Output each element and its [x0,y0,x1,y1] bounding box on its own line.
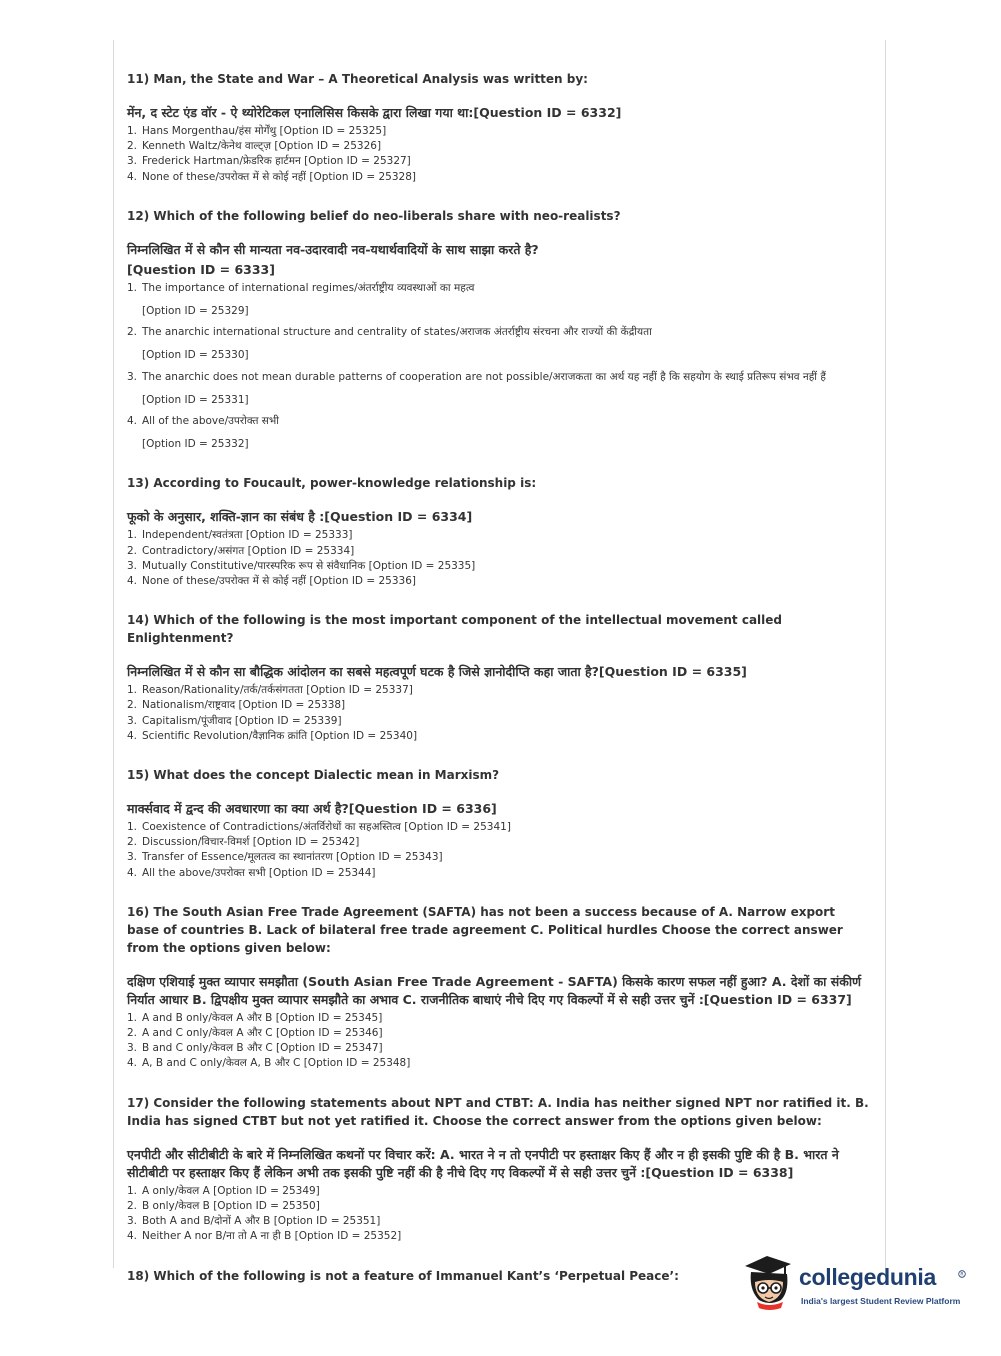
option-text: Reason/Rationality/तर्क/तर्कसंगतता [Option ID = 25337] [142,684,413,697]
option-body [142,835,359,850]
option-number: 1. [127,1184,138,1197]
option-body [142,528,352,543]
question-list [127,70,869,1307]
option-item [127,1026,869,1041]
option-text: Independent/स्वतंत्रता [Option ID = 25333] [142,529,353,542]
option-text: A only/केवल A [Option ID = 25349] [142,1184,320,1197]
option-body [142,370,826,408]
option-list [127,1011,869,1072]
option-item [127,139,869,154]
option-body [142,1229,401,1244]
option-body [142,850,443,865]
option-text: B and C only/केवल B और C [Option ID = 25347] [142,1042,383,1055]
option-text: Kenneth Waltz/केनेथ वाल्ट्ज़ [Option ID = 25326] [142,140,382,153]
option-item [127,1041,869,1056]
option-item [127,170,869,185]
option-list [127,124,869,185]
question-text-english: 18) Which of the following is not a feature of Immanuel Kant’s ‘Perpetual Peace’: [127,1268,679,1283]
option-body [142,544,354,559]
option-list [127,281,869,453]
option-body [142,1026,383,1041]
option-text: Scientific Revolution/वैज्ञानिक क्रांति [Option ID = 25340] [142,729,418,742]
option-number: 2. [127,1027,138,1040]
option-text: Contradictory/असंगत [Option ID = 25334] [142,544,355,557]
option-body [142,1214,380,1229]
question-block [127,474,869,589]
option-number: 4. [127,170,138,183]
question-text-english: 12) Which of the following belief do neo-liberals share with neo-realists? [127,208,621,223]
option-number: 1. [127,529,138,542]
option-number: 3. [127,1042,138,1055]
option-body [142,559,475,574]
question-text-hindi: फूको के अनुसार, शक्ति-ज्ञान का संबंध है :[Question ID = 6334] [127,509,473,525]
option-number: 2. [127,326,138,339]
question-text-hindi: मेंन, द स्टेट एंड वॉर - ऐ थ्योरेटिकल एनालिसिस किसके द्वारा लिखा गया था:[Question ID = 6332] [127,105,622,120]
option-number: 2. [127,140,138,153]
option-item [127,850,869,865]
option-body [142,414,279,452]
logo-brand-text: collegedunia [799,1264,936,1290]
question-text-hindi: मार्क्सवाद में द्वन्द की अवधारणा का क्या अर्थ है?[Question ID = 6336] [127,801,497,817]
option-id: [Option ID = 25330] [142,349,249,362]
option-text: Transfer of Essence/मूलतत्व का स्थानांतरण [Option ID = 25343] [142,851,443,864]
option-number: 4. [127,866,138,879]
option-item [127,281,869,319]
option-number: 3. [127,559,138,572]
option-number: 1. [127,1011,138,1024]
option-text: None of these/उपरोक्त में से कोई नहीं [Option ID = 25328] [142,170,416,183]
option-item [127,414,869,452]
option-body [142,1011,382,1026]
option-text: All of the above/उपरोक्त सभी [142,415,279,428]
option-body [142,866,376,881]
option-item [127,544,869,559]
option-text: Capitalism/पूंजीवाद [Option ID = 25339] [142,714,342,727]
option-item [127,528,869,543]
option-item [127,574,869,589]
option-body [142,281,474,319]
option-number: 2. [127,699,138,712]
option-list [127,1184,869,1245]
left-margin-line [113,40,114,1268]
option-body [142,698,345,713]
option-id: [Option ID = 25329] [142,305,249,318]
option-text: Hans Morgenthau/हंस मोर्गेंथु [Option ID = 25325] [142,125,387,137]
option-body [142,124,386,139]
option-body [142,683,413,698]
registered-mark-icon [958,1270,966,1278]
option-id: [Option ID = 25332] [142,438,249,451]
question-text-hindi: निम्नलिखित में से कौन सी मान्यता नव-उदारवादी नव-यथार्थवादियों के साथ साझा करते है? [127,241,539,257]
option-item [127,683,869,698]
option-number: 1. [127,821,138,834]
option-text: All the above/उपरोक्त सभी [Option ID = 25344] [142,866,376,879]
option-list [127,528,869,589]
option-item [127,559,869,574]
option-text: Discussion/विचार-विमर्श [Option ID = 25342] [142,836,360,849]
option-item [127,866,869,881]
option-body [142,820,511,835]
option-text: Frederick Hartman/फ्रेडरिक हार्टमन [Option ID = 25327] [142,155,411,168]
option-item [127,698,869,713]
option-item [127,714,869,729]
option-text: Both A and B/दोनों A और B [Option ID = 25351] [142,1215,381,1228]
option-item [127,1199,869,1214]
question-id: [Question ID = 6333] [127,261,275,277]
option-item [127,729,869,744]
option-body [142,1041,383,1056]
option-text: Neither A nor B/ना तो A ना ही B [Option ID = 25352] [142,1230,402,1243]
option-number: 2. [127,1199,138,1212]
option-item [127,124,869,139]
option-text: None of these/उपरोक्त में से कोई नहीं [Option ID = 25336] [142,575,416,588]
option-text: The anarchic international structure and centrality of states/अराजक अंतर्राष्ट्रीय संरचना और राज्यों की केंद्रीयता [142,326,652,339]
option-body [142,1199,320,1214]
question-text-english: 17) Consider the following statements about NPT and CTBT: A. India has neither signed NPT nor ratified it. B. India has signed CTBT but not yet ratified it. Choose the correct answer from the options given below: [127,1095,869,1128]
option-number: 3. [127,370,138,383]
question-text-english: 15) What does the concept Dialectic mean in Marxism? [127,768,500,783]
question-text-hindi: एनपीटी और सीटीबीटी के बारे में निम्नलिखित कथनों पर विचार करें: A. भारत ने न तो एनपीटी पर हस्ताक्षर किए हैं और न ही इसकी पुष्टि की है B. भारत ने सीटीबीटी पर हस्ताक्षर किए हैं लेकिन अभी तक इसकी पुष्टि नहीं की है नीचे दिए गए विकल्पों में से सही उत्तर चुनें :[Question ID = 6338] [127,1146,839,1180]
option-item [127,1229,869,1244]
option-text: B only/केवल B [Option ID = 25350] [142,1199,320,1212]
question-text-hindi: निम्नलिखित में से कौन सा बौद्धिक आंदोलन का सबसे महत्वपूर्ण घटक है जिसे ज्ञानोदीप्ति कहा जाता है?[Question ID = 6335] [127,664,747,680]
question-text-english: 13) According to Foucault, power-knowledge relationship is: [127,476,537,491]
question-block [127,766,869,881]
option-item [127,1184,869,1199]
option-item [127,1214,869,1229]
question-block [127,207,869,453]
option-number: 3. [127,714,138,727]
option-body [142,1056,410,1071]
question-text-english: 16) The South Asian Free Trade Agreement (SAFTA) has not been a success because of A. Narrow export base of countries B. Lack of bilateral free trade agreement C. Political hurdles Choose the correct answer from the options given below: [127,904,843,955]
option-number: 1. [127,125,138,137]
option-number: 4. [127,575,138,588]
question-text-english: 11) Man, the State and War – A Theoretical Analysis was written by: [127,72,588,86]
option-number: 4. [127,729,138,742]
option-number: 3. [127,851,138,864]
option-item [127,1056,869,1071]
option-body [142,139,381,154]
option-list [127,683,869,744]
option-text: Coexistence of Contradictions/अंतर्विरोधों का सहअस्तित्व [Option ID = 25341] [142,821,511,834]
question-text-hindi: दक्षिण एशियाई मुक्त व्यापार समझौता (South Asian Free Trade Agreement - SAFTA) किसके कारण सफल नहीं हुआ? A. देशों का संकीर्ण निर्यात आधार B. द्विपक्षीय मुक्त व्यापार समझौते का अभाव C. राजनीतिक बाधाएं नीचे दिए गए विकल्पों में से सही उत्तर चुनें :[Question ID = 6337] [127,973,862,1007]
option-number: 4. [127,1230,138,1243]
question-block [127,903,869,1072]
question-block [127,611,869,744]
option-id: [Option ID = 25331] [142,393,249,406]
question-block [127,1094,869,1245]
option-item [127,154,869,169]
option-item [127,820,869,835]
option-number: 4. [127,1057,138,1070]
option-body [142,1184,320,1199]
option-text: Mutually Constitutive/पारस्परिक रूप से संवैधानिक [Option ID = 25335] [142,559,476,572]
option-item [127,370,869,408]
logo-tagline: India's largest Student Review Platform [801,1296,961,1306]
option-item [127,835,869,850]
option-number: 1. [127,684,138,697]
option-text: A and C only/केवल A और C [Option ID = 25346] [142,1027,383,1040]
option-number: 2. [127,544,138,557]
mascot-icon [741,1250,801,1310]
collegedunia-logo [741,1250,971,1310]
option-number: 1. [127,281,138,294]
option-number: 3. [127,1215,138,1228]
option-text: A and B only/केवल A और B [Option ID = 25345] [142,1011,383,1024]
question-text-english: 14) Which of the following is the most important component of the intellectual movement called Enlightenment? [127,613,782,646]
option-body [142,729,417,744]
option-item [127,325,869,363]
question-block [127,70,869,185]
option-text: A, B and C only/केवल A, B और C [Option ID = 25348] [142,1057,411,1070]
option-number: 4. [127,415,138,428]
option-text: Nationalism/राष्ट्रवाद [Option ID = 25338] [142,699,346,712]
option-body [142,325,652,363]
svg-text:R: R [960,1272,964,1278]
option-list [127,820,869,881]
option-body [142,154,411,169]
option-text: The anarchic does not mean durable patterns of cooperation are not possible/अराजकता का अर्थ यह नहीं है कि सहयोग के स्थाई प्रतिरूप संभव नहीं हैं [142,370,826,383]
option-body [142,714,342,729]
option-number: 2. [127,836,138,849]
option-body [142,574,416,589]
option-item [127,1011,869,1026]
option-body [142,170,416,185]
option-number: 3. [127,155,138,168]
option-text: The importance of international regimes/अंतर्राष्ट्रीय व्यवस्थाओं का महत्व [142,281,475,294]
right-margin-line [885,40,886,1268]
